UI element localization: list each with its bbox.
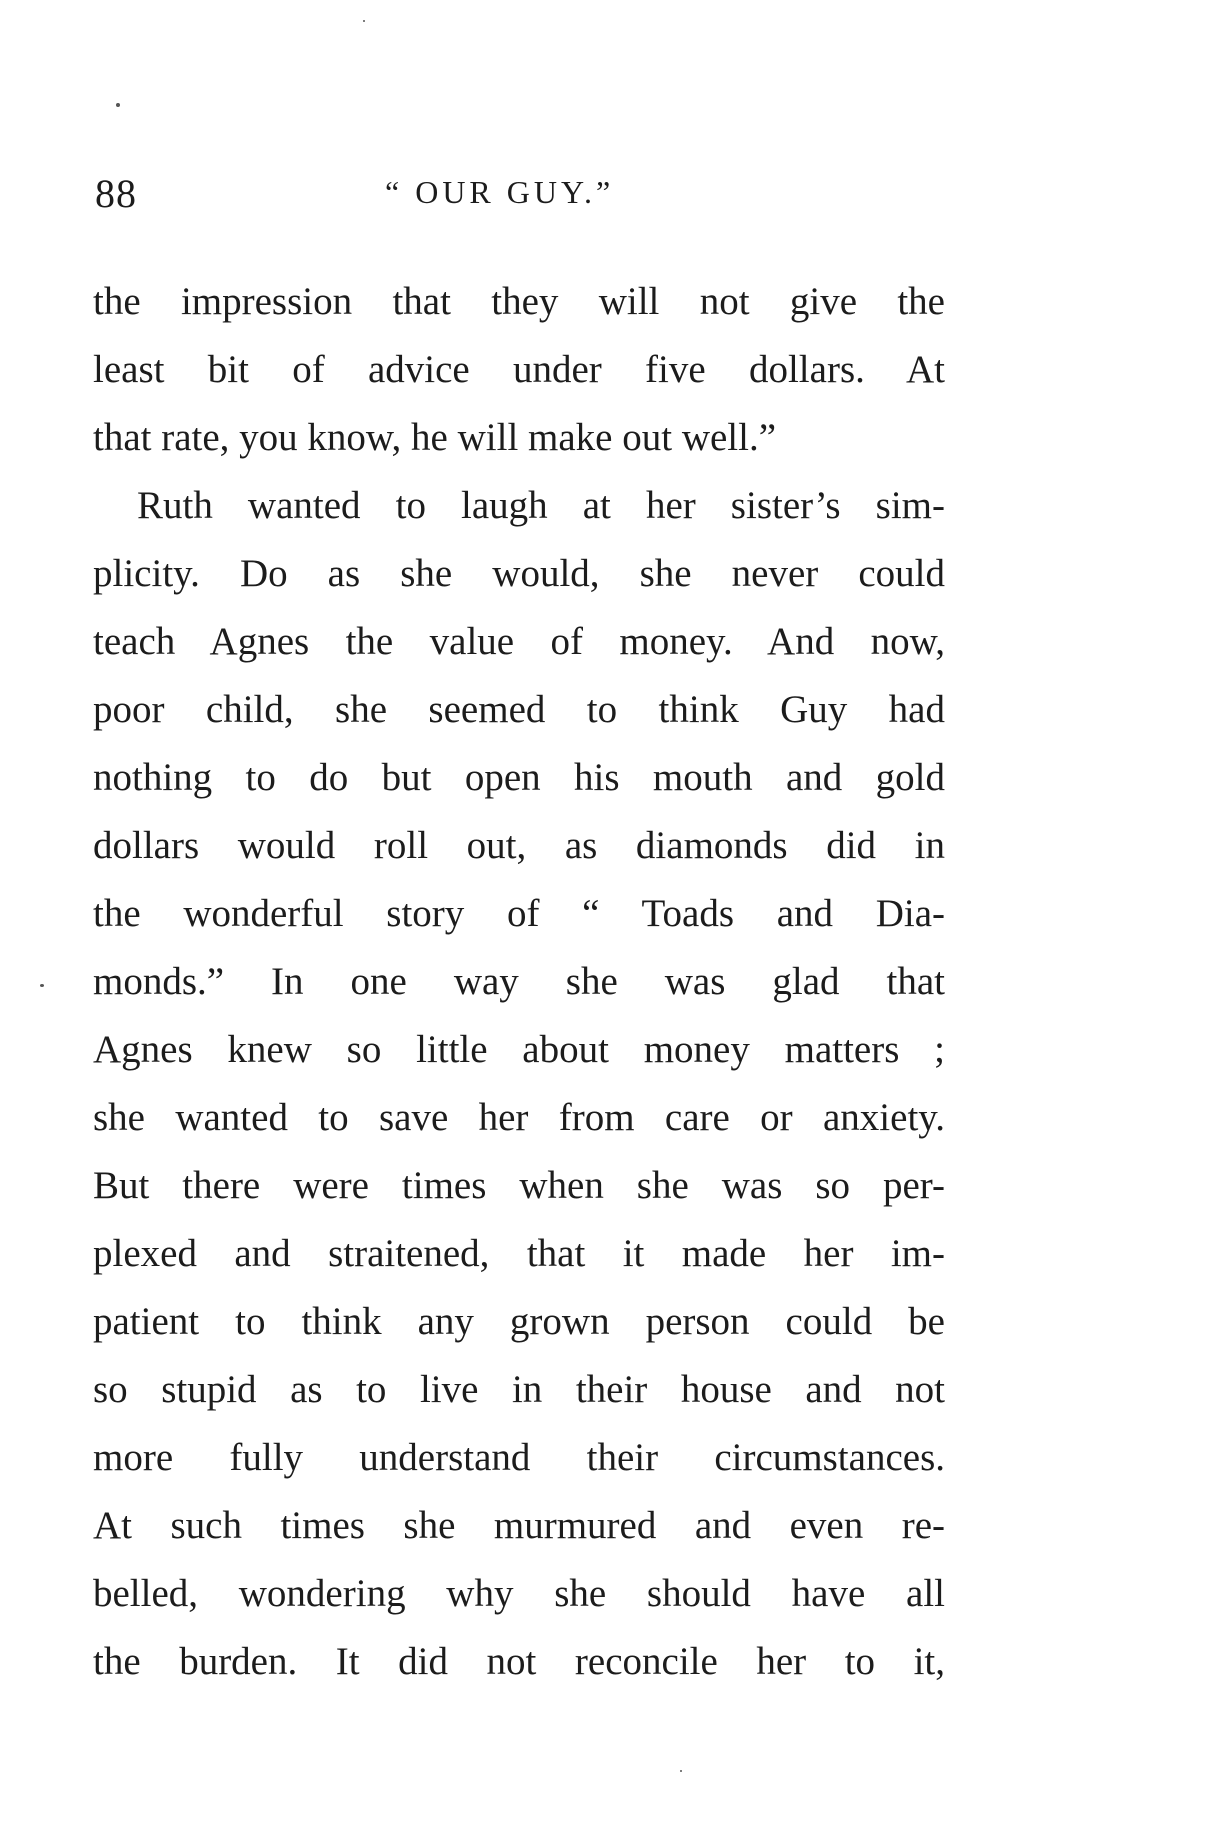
text-line: dollars would roll out, as diamonds did in — [93, 824, 945, 867]
page-header — [95, 160, 945, 220]
text-line: more fully understand their circumstances. — [93, 1436, 945, 1479]
print-speck — [363, 20, 365, 22]
text-line: belled, wondering why she should have all — [93, 1572, 945, 1615]
text-line: Agnes knew so little about money matters ; — [93, 1028, 945, 1071]
text-line: nothing to do but open his mouth and gold — [93, 756, 945, 799]
text-line: she wanted to save her from care or anxiety. — [93, 1096, 945, 1139]
text-line: the impression that they will not give the — [93, 280, 945, 323]
text-line: the burden. It did not reconcile her to it, — [93, 1640, 945, 1683]
text-line: plicity. Do as she would, she never could — [93, 552, 945, 595]
text-line: Ruth wanted to laugh at her sister’s sim- — [137, 484, 945, 527]
print-speck — [40, 984, 44, 987]
text-line: At such times she murmured and even re- — [93, 1504, 945, 1547]
running-title: “ OUR GUY.” — [385, 174, 615, 210]
text-line: plexed and straitened, that it made her im- — [93, 1232, 945, 1275]
text-line: patient to think any grown person could be — [93, 1300, 945, 1343]
body-text — [93, 268, 945, 1696]
text-line: poor child, she seemed to think Guy had — [93, 688, 945, 731]
text-line: that rate, you know, he will make out well.” — [93, 416, 777, 459]
text-line: But there were times when she was so per- — [93, 1164, 945, 1207]
print-speck — [116, 103, 120, 107]
text-line: monds.” In one way she was glad that — [93, 960, 945, 1003]
print-speck — [680, 1770, 682, 1772]
page-number: 88 — [95, 171, 137, 216]
text-line: teach Agnes the value of money. And now, — [93, 620, 945, 663]
text-line: the wonderful story of “ Toads and Dia- — [93, 892, 945, 935]
text-line: least bit of advice under five dollars. At — [93, 348, 945, 391]
text-line: so stupid as to live in their house and not — [93, 1368, 945, 1411]
